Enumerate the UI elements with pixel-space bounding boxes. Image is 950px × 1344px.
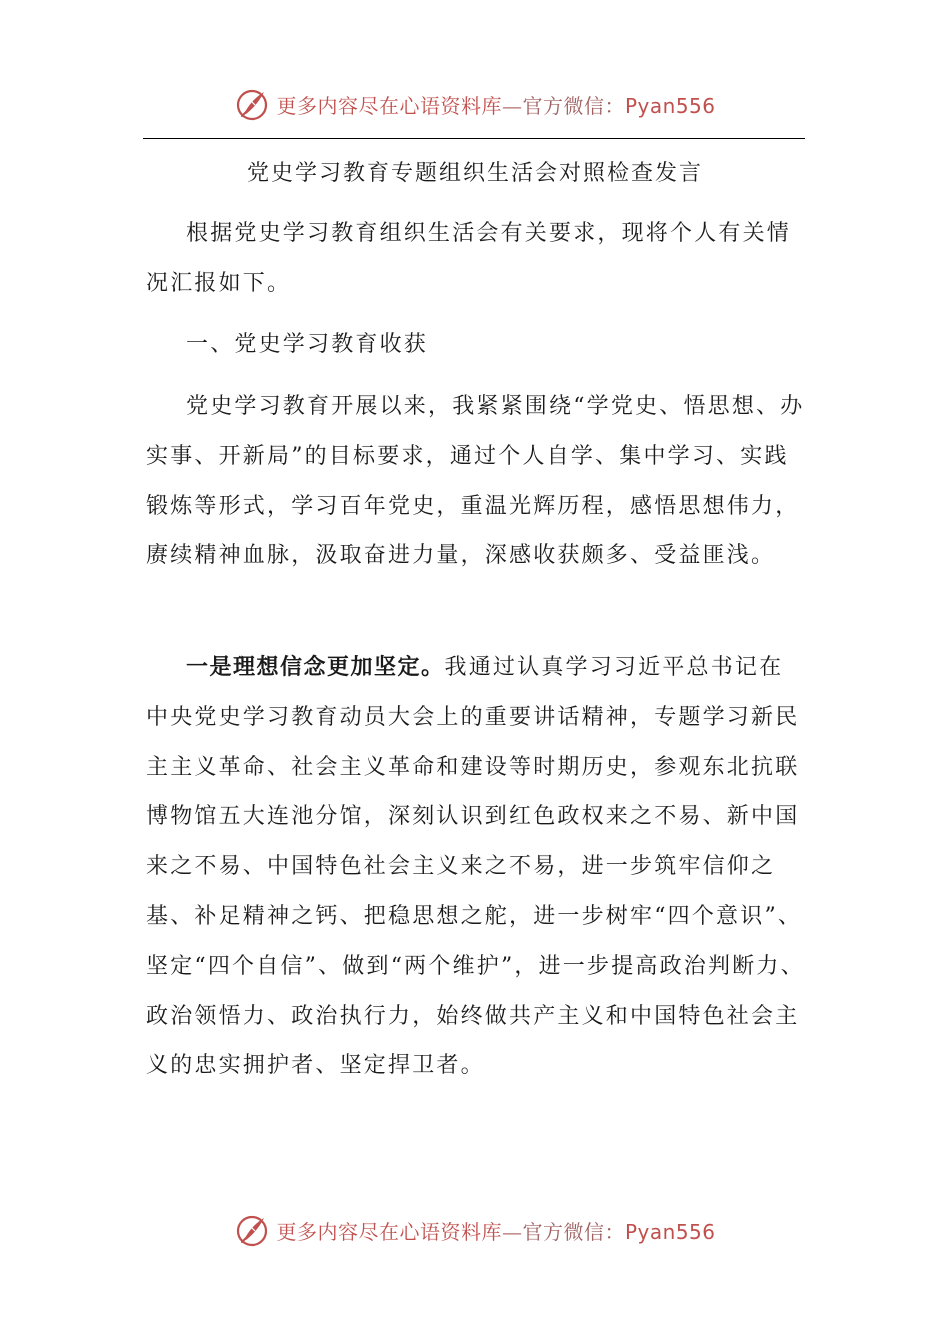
point-one-paragraph <box>146 643 806 1091</box>
section-heading: 一、党史学习教育收获 <box>186 332 429 357</box>
watermark-dash: — <box>501 93 523 118</box>
watermark-main-text: 更多内容尽在心语资料库 <box>276 93 502 118</box>
watermark-sub-text: 官方微信： <box>522 93 625 118</box>
header-divider <box>143 138 805 139</box>
point-one-body: 我通过认真学习习近平总书记在中央党史学习教育动员大会上的重要讲话精神，专题学习新民主主义革命、社会主义革命和建设等时期历史，参观东北抗联博物馆五大连池分馆，深刻认识到红色政权来之不易、新中国来之不易、中国特色社会主义来之不易，进一步筑牢信仰之基、补足精神之钙、把稳思想之舵，进一步树牢“四个意识”、坚定“四个自信”、做到“两个维护”，进一步提高政治判断力、政治领悟力、政治执行力，始终做共产主义和中国特色社会主义的忠实拥护者、坚定捍卫者。 <box>146 655 805 1079</box>
watermark-dash: — <box>501 1219 523 1244</box>
intro-paragraph: 根据党史学习教育组织生活会有关要求，现将个人有关情况汇报如下。 <box>146 221 792 296</box>
watermark-footer <box>0 1208 950 1252</box>
watermark-header <box>0 82 950 126</box>
quill-logo-icon <box>234 86 270 122</box>
point-one-lead: 一是理想信念更加坚定。 <box>186 655 445 680</box>
watermark-main-text: 更多内容尽在心语资料库 <box>276 1219 502 1244</box>
watermark-wechat-id: Pyan556 <box>624 1219 716 1244</box>
watermark-sub-text: 官方微信： <box>522 1219 625 1244</box>
quill-logo-icon <box>234 1212 270 1248</box>
document-title: 党史学习教育专题组织生活会对照检查发言 <box>246 161 703 186</box>
section-body-paragraph: 党史学习教育开展以来，我紧紧围绕“学党史、悟思想、办实事、开新局”的目标要求，通过个人自学、集中学习、实践锻炼等形式，学习百年党史，重温光辉历程，感悟思想伟力，赓续精神血脉，汲取奋进力量，深感收获颇多、受益匪浅。 <box>146 394 805 569</box>
watermark-wechat-id: Pyan556 <box>624 93 716 118</box>
